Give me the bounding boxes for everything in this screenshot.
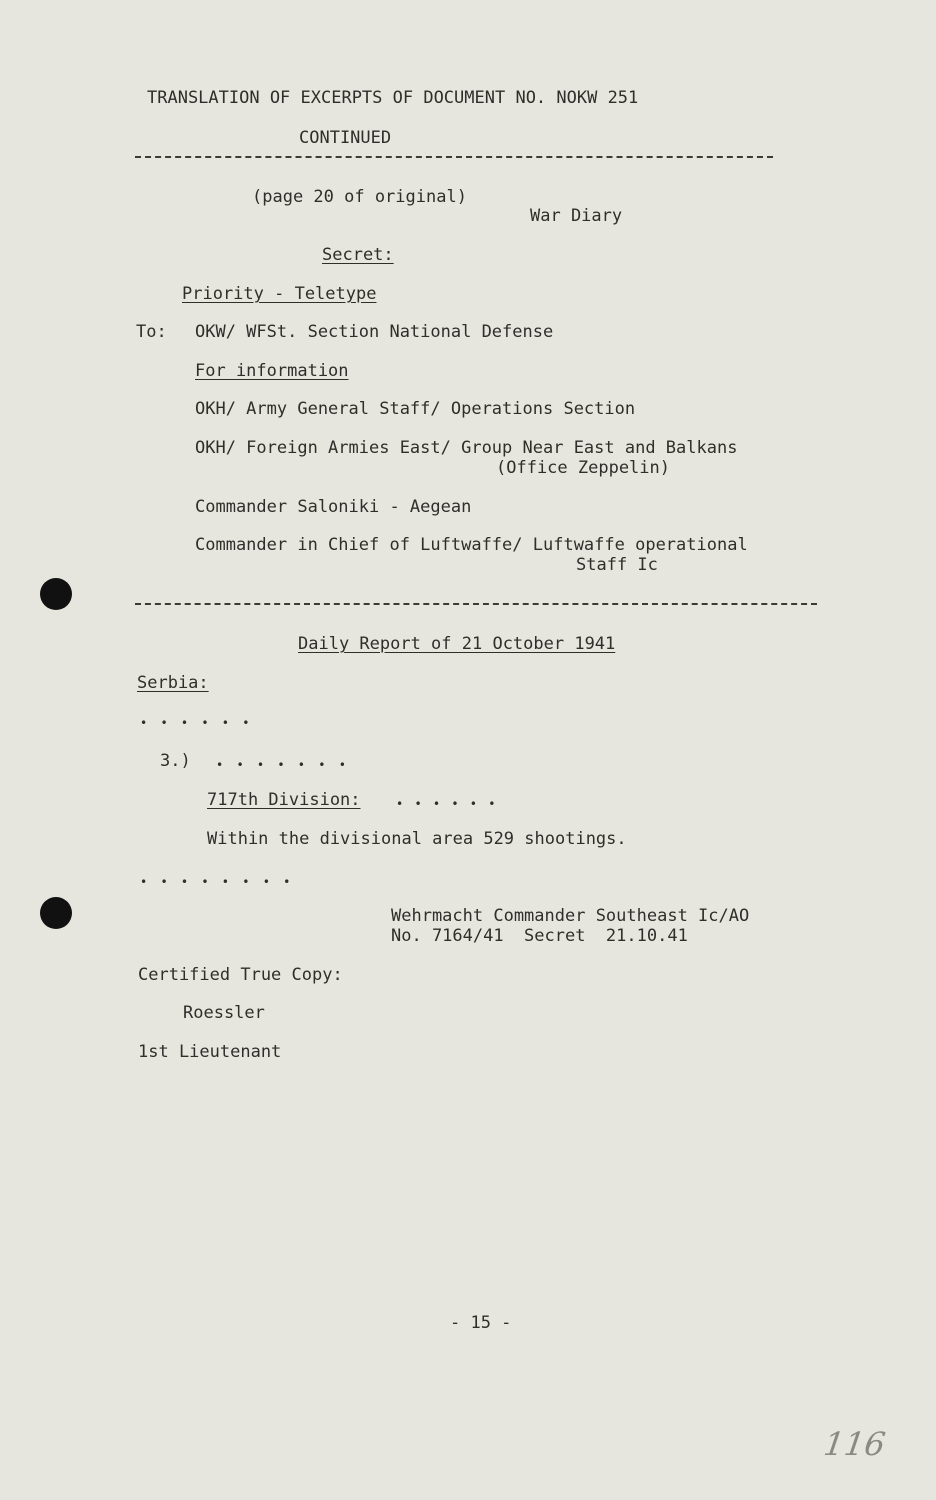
page-reference: (page 20 of original)	[252, 187, 467, 207]
report-title: Daily Report of 21 October 1941	[298, 634, 616, 654]
divider-top	[135, 156, 773, 158]
war-diary-label: War Diary	[530, 206, 623, 226]
signer-rank: 1st Lieutenant	[138, 1042, 282, 1062]
to-recipient: OKW/ WFSt. Section National Defense	[195, 322, 554, 342]
omission-marks: • • • • • • • •	[140, 875, 294, 889]
document-title: TRANSLATION OF EXCERPTS OF DOCUMENT NO. NOKW 251	[147, 88, 639, 108]
omission-marks: • • • • • •	[396, 797, 498, 811]
page-number: - 15 -	[450, 1313, 512, 1333]
certification-label: Certified True Copy:	[138, 965, 343, 985]
division-heading: 717th Division:	[207, 790, 361, 810]
omission-marks: • • • • • • •	[216, 758, 349, 772]
reference-line: Wehrmacht Commander Southeast Ic/AO	[391, 906, 750, 926]
reference-line: No. 7164/41 Secret 21.10.41	[391, 926, 688, 946]
recipient-line-continued: Staff Ic	[576, 555, 658, 575]
for-information-label: For information	[195, 361, 349, 381]
signer-name: Roessler	[183, 1003, 265, 1023]
recipient-line: OKH/ Army General Staff/ Operations Section	[195, 399, 636, 419]
division-text: Within the divisional area 529 shootings.	[207, 829, 627, 849]
section-heading: Serbia:	[137, 673, 209, 693]
recipient-line: OKH/ Foreign Armies East/ Group Near East and Balkans	[195, 438, 738, 458]
recipient-line: Commander Saloniki - Aegean	[195, 497, 472, 517]
recipient-line: Commander in Chief of Luftwaffe/ Luftwaffe operational	[195, 535, 748, 555]
classification-label: Secret:	[322, 245, 394, 265]
omission-marks: • • • • • •	[140, 716, 253, 730]
punch-hole	[40, 897, 72, 929]
continued-label: CONTINUED	[299, 128, 392, 148]
handwritten-folio-number: 116	[821, 1425, 888, 1463]
to-label: To:	[136, 322, 167, 342]
recipient-line-continued: (Office Zeppelin)	[496, 458, 670, 478]
priority-label: Priority - Teletype	[182, 284, 377, 304]
item-number: 3.)	[160, 751, 191, 771]
divider-middle	[135, 603, 817, 605]
punch-hole	[40, 578, 72, 610]
